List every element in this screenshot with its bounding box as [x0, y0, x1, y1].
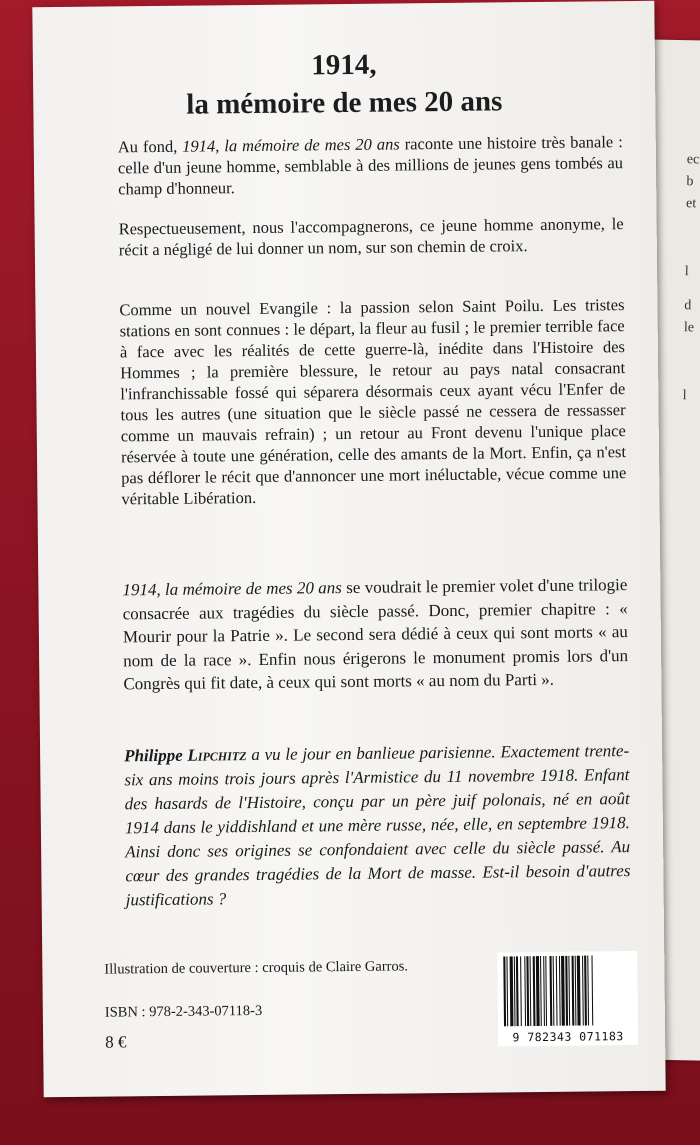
book-title — [33, 43, 656, 126]
barcode-number: 9 782343 071183 — [512, 1029, 624, 1045]
illustration-credit: Illustration de couverture : croquis de Claire Garros. — [104, 958, 409, 978]
barcode-bar — [520, 956, 522, 1026]
barcode-bar — [536, 956, 540, 1026]
barcode-bar — [510, 956, 514, 1026]
barcode-bar — [577, 956, 581, 1026]
underlying-book-page: ec b et l d le l — [619, 39, 700, 1060]
p4-title-ref: 1914, la mémoire de mes 20 ans — [122, 578, 342, 600]
barcode-bar — [543, 956, 545, 1026]
title-line-1: 1914, — [311, 48, 377, 82]
barcode-bar — [559, 956, 561, 1026]
barcode-bar — [503, 956, 506, 1026]
barcode-bar — [526, 956, 529, 1026]
p4-text: se voudrait le premier volet d'une trilogie consacrée aux tragédies du siècle passé. Donc, premier chapitre : « Mourir pour la Patrie ». Le second sera dédié à ceux qui sont morts « au nom de la race ». Enfin nous érigerons le monument promis lors d'un Congrès qui fit date, à ceux qui sont morts « au nom du Parti ». — [122, 575, 629, 694]
paragraph-trilogy — [122, 573, 628, 696]
barcode-bar — [516, 956, 519, 1026]
p1-text-b: raconte une histoire très banale : celle d'un jeune homme, semblable à des millions de jeunes gens tombés au champ d'honneur. — [117, 132, 624, 199]
author-bio-text: a vu le jour en banlieue parisienne. Exactement trente-six ans moins trois jours après l'Armistice du 11 novembre 1918. Enfant des hasards de l'Histoire, conçu par un père juif polonais, né en août 1914 dans le yiddishland et une mère russe, née, elle, en septembre 1918. Ainsi donc ses origines se confondaient avec celle du siècle passé. Au cœur des grandes tragédies de la Mort de masse. Est-il besoin d'autres justifications ? — [124, 741, 631, 910]
book-back-cover — [32, 1, 665, 1097]
barcode-bars-icon — [501, 955, 634, 1026]
paragraph-respect: Respectueusement, nous l'accompagnerons, ce jeune homme anonyme, le récit a négligé de lui donner un nom, sur son chemin de croix. — [118, 214, 624, 260]
barcode-bar — [556, 956, 558, 1026]
barcode-bar — [545, 956, 547, 1026]
barcode-bar — [582, 956, 584, 1026]
barcode-bar — [530, 956, 532, 1026]
barcode-bar — [565, 956, 568, 1026]
paragraph-author-bio — [124, 739, 631, 912]
author-last-name: Lipchitz — [187, 745, 247, 765]
title-line-2: la mémoire de mes 20 ans — [186, 85, 503, 121]
price-label: 8 € — [105, 1032, 127, 1052]
barcode — [497, 951, 638, 1046]
barcode-bar — [524, 956, 526, 1026]
p1-title-ref: 1914, la mémoire de mes 20 ans — [182, 134, 400, 156]
barcode-bar — [575, 956, 577, 1026]
barcode-bar — [587, 956, 589, 1026]
author-first-name: Philippe — [124, 745, 188, 766]
barcode-bar — [553, 956, 555, 1026]
paragraph-intro — [118, 131, 624, 199]
isbn-label: ISBN : 978-2-343-07118-3 — [104, 1002, 263, 1021]
barcode-bar — [584, 956, 587, 1026]
paragraph-evangile: Comme un nouvel Evangile : la passion selon Saint Poilu. Les tristes stations en sont connues : le départ, la fleur au fusil ; le premier terrible face à face avec les réalités de cette guerre-là, inédite dans l'Histoire des Hommes ; la première blessure, le retour au pays natal consacrant l'infranchissable fossé qui séparera désormais ceux ayant vécu l'Enfer de tous les autres (une situation que le siècle passé ne cessera de ressasser comme un mauvais refrain) ; un retour au Front devenu l'unique place réservée à toute une génération, celle des amants de la Mort. Enfin, ça n'est pas déflorer le récit que d'annoncer une mort inéluctable, vécue comme une véritable Libération. — [119, 295, 627, 509]
barcode-bar — [540, 956, 542, 1026]
barcode-bar — [561, 956, 565, 1026]
author-name — [124, 745, 247, 765]
barcode-bar — [514, 956, 516, 1026]
barcode-bar — [568, 956, 570, 1026]
p1-text-a: Au fond, — [117, 136, 183, 157]
barcode-bar — [572, 956, 575, 1026]
barcode-bar — [591, 955, 593, 1025]
barcode-bar — [506, 956, 508, 1026]
barcode-bar — [533, 956, 536, 1026]
barcode-bar — [549, 956, 552, 1026]
